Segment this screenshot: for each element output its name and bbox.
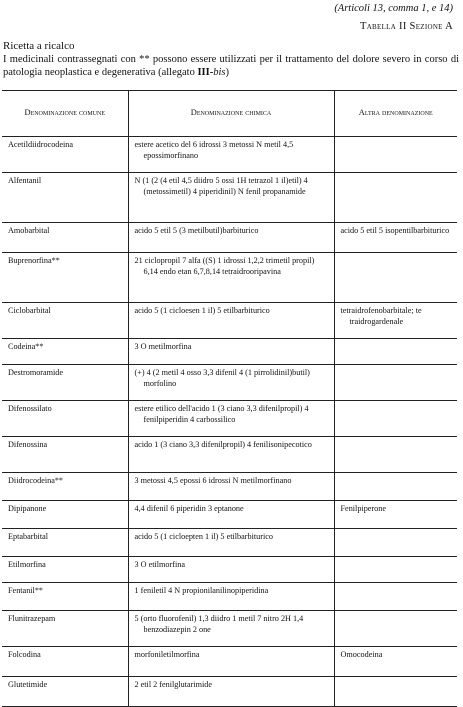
table-row <box>2 501 457 529</box>
intro-annex-number: III- <box>197 67 214 78</box>
chemical-name-cell <box>128 677 334 707</box>
table-row <box>2 677 457 707</box>
other-name-cell <box>334 401 457 437</box>
intro-close-paren: ) <box>225 67 229 78</box>
table-row <box>2 223 457 253</box>
other-name-cell <box>334 677 457 707</box>
chemical-name-cell <box>128 365 334 401</box>
common-name-cell-text: Buprenorfina** <box>8 256 60 265</box>
other-name-cell <box>334 501 457 529</box>
common-name-cell <box>2 437 128 473</box>
chemical-name-cell-text: estere acetico del 6 idrossi 3 metossi N metil 4,5 epossimorfinano <box>134 140 294 160</box>
table-row <box>2 303 457 339</box>
common-name-cell-text: Difenossina <box>8 440 48 449</box>
column-header-chemical-name: Denominazione chimica <box>128 91 334 137</box>
common-name-cell <box>2 529 128 557</box>
table-row <box>2 529 457 557</box>
table-row <box>2 253 457 303</box>
chemical-name-cell <box>128 437 334 473</box>
articles-reference: (Articoli 13, comma 1, e 14) <box>334 3 453 14</box>
common-name-cell-text: Eptabarbital <box>8 532 49 541</box>
common-name-cell <box>2 303 128 339</box>
table-row <box>2 401 457 437</box>
other-name-cell <box>334 339 457 365</box>
common-name-cell <box>2 557 128 583</box>
common-name-cell <box>2 173 128 223</box>
common-name-cell-text: Diidrocodeina** <box>8 476 64 485</box>
other-name-cell <box>334 529 457 557</box>
chemical-name-cell-text: 21 ciclopropil 7 alfa ((S) 1 idrossi 1,2,2 trimetil propil) 6,14 endo etan 6,7,8,14 tetraidrooripavina <box>134 256 315 276</box>
common-name-cell-text: Folcodina <box>8 650 41 659</box>
chemical-name-cell <box>128 557 334 583</box>
chemical-name-cell <box>128 137 334 173</box>
chemical-name-cell-text: 4,4 difenil 6 piperidin 3 eptanone <box>134 504 244 513</box>
common-name-cell-text: Difenossilato <box>8 404 52 413</box>
other-name-cell-text: Omocodeina <box>340 650 383 659</box>
common-name-cell-text: Acetildiidrocodeina <box>8 140 74 149</box>
common-name-cell-text: Amobarbital <box>8 226 50 235</box>
chemical-name-cell <box>128 583 334 611</box>
chemical-name-cell-text: 3 metossi 4,5 epossi 6 idrossi N metilmorfinano <box>134 476 292 485</box>
other-name-cell <box>334 365 457 401</box>
substances-table <box>2 90 457 707</box>
common-name-cell <box>2 253 128 303</box>
common-name-cell-text: Alfentanil <box>8 176 42 185</box>
table-row <box>2 557 457 583</box>
chemical-name-cell-text: acido 5 etil 5 (3 metilbutil)barbiturico <box>134 226 259 235</box>
chemical-name-cell-text: acido 5 (1 cicloepten 1 il) 5 etilbarbiturico <box>134 532 273 541</box>
table-row <box>2 583 457 611</box>
chemical-name-cell <box>128 253 334 303</box>
chemical-name-cell-text: 2 etil 2 fenilglutarimide <box>134 680 213 689</box>
table-row <box>2 611 457 647</box>
table-row <box>2 339 457 365</box>
common-name-cell <box>2 365 128 401</box>
other-name-cell <box>334 557 457 583</box>
common-name-cell-text: Dipipanone <box>8 504 47 513</box>
other-name-cell <box>334 223 457 253</box>
chemical-name-cell <box>128 529 334 557</box>
table-row <box>2 365 457 401</box>
table-header-row <box>2 91 457 137</box>
chemical-name-cell-text: 3 O etilmorfina <box>134 560 185 569</box>
chemical-name-cell-text: 3 O metilmorfina <box>134 342 192 351</box>
chemical-name-cell <box>128 401 334 437</box>
common-name-cell-text: Flunitrazepam <box>8 614 56 623</box>
column-header-other-name: Altra denominazione <box>334 91 457 137</box>
table-row <box>2 173 457 223</box>
common-name-cell <box>2 501 128 529</box>
other-name-cell <box>334 647 457 677</box>
other-name-cell <box>334 173 457 223</box>
chemical-name-cell <box>128 473 334 501</box>
intro-annex-suffix: bis <box>213 67 226 78</box>
chemical-name-cell <box>128 303 334 339</box>
common-name-cell <box>2 339 128 365</box>
common-name-cell <box>2 401 128 437</box>
common-name-cell-text: Ciclobarbital <box>8 306 51 315</box>
common-name-cell <box>2 647 128 677</box>
common-name-cell <box>2 473 128 501</box>
other-name-cell <box>334 473 457 501</box>
other-name-cell <box>334 303 457 339</box>
prescription-type: Ricetta a ricalco <box>3 40 75 52</box>
common-name-cell <box>2 223 128 253</box>
other-name-cell <box>334 611 457 647</box>
chemical-name-cell <box>128 647 334 677</box>
chemical-name-cell-text: morfoniletilmorfina <box>134 650 200 659</box>
table-row <box>2 437 457 473</box>
common-name-cell-text: Codeina** <box>8 342 44 351</box>
table-row <box>2 473 457 501</box>
chemical-name-cell <box>128 173 334 223</box>
chemical-name-cell <box>128 339 334 365</box>
chemical-name-cell-text: acido 1 (3 ciano 3,3 difenilpropil) 4 fenilisonipecotico <box>134 440 312 449</box>
common-name-cell-text: Glutetimide <box>8 680 48 689</box>
other-name-cell-text: acido 5 etil 5 isopentilbarbiturico <box>340 226 450 235</box>
table-section-title: Tabella II Sezione A <box>359 21 453 32</box>
common-name-cell <box>2 583 128 611</box>
common-name-cell <box>2 611 128 647</box>
chemical-name-cell <box>128 611 334 647</box>
chemical-name-cell <box>128 223 334 253</box>
intro-paragraph <box>3 53 459 79</box>
common-name-cell <box>2 677 128 707</box>
column-header-common-name: Denominazione comune <box>2 91 128 137</box>
chemical-name-cell-text: 5 (orto fluorofenil) 1,3 diidro 1 metil 7 nitro 2H 1,4 benzodiazepin 2 one <box>134 614 304 634</box>
common-name-cell <box>2 137 128 173</box>
table-row <box>2 647 457 677</box>
other-name-cell <box>334 137 457 173</box>
common-name-cell-text: Etilmorfina <box>8 560 46 569</box>
table-row <box>2 137 457 173</box>
intro-text: I medicinali contrassegnati con ** possono essere utilizzati per il trattamento del dolore severo in corso di patologia neoplastica e degenerativa (allegato <box>3 54 459 78</box>
common-name-cell-text: Fentanil** <box>8 586 44 595</box>
table-body <box>2 137 457 707</box>
other-name-cell <box>334 253 457 303</box>
chemical-name-cell <box>128 501 334 529</box>
chemical-name-cell-text: acido 5 (1 cicloesen 1 il) 5 etilbarbiturico <box>134 306 270 315</box>
other-name-cell-text: Fenilpiperone <box>340 504 386 513</box>
chemical-name-cell-text: estere etilico dell'acido 1 (3 ciano 3,3 difenilpropil) 4 fenilpiperidin 4 carbossilico <box>134 404 309 424</box>
chemical-name-cell-text: 1 feniletil 4 N propionilanilinopiperidina <box>134 586 269 595</box>
chemical-name-cell-text: N (1 (2 (4 etil 4,5 diidro 5 ossi 1H tetrazol 1 il)etil) 4 (metossimetil) 4 piperidinil) N fenil propanamide <box>134 176 308 196</box>
other-name-cell-text: tetraidrofenobarbitale; te traidrogardenale <box>340 306 422 326</box>
common-name-cell-text: Destromoramide <box>8 368 64 377</box>
chemical-name-cell-text: (+) 4 (2 metil 4 osso 3,3 difenil 4 (1 pirrolidinil)butil) morfolino <box>134 368 310 388</box>
other-name-cell <box>334 437 457 473</box>
other-name-cell <box>334 583 457 611</box>
